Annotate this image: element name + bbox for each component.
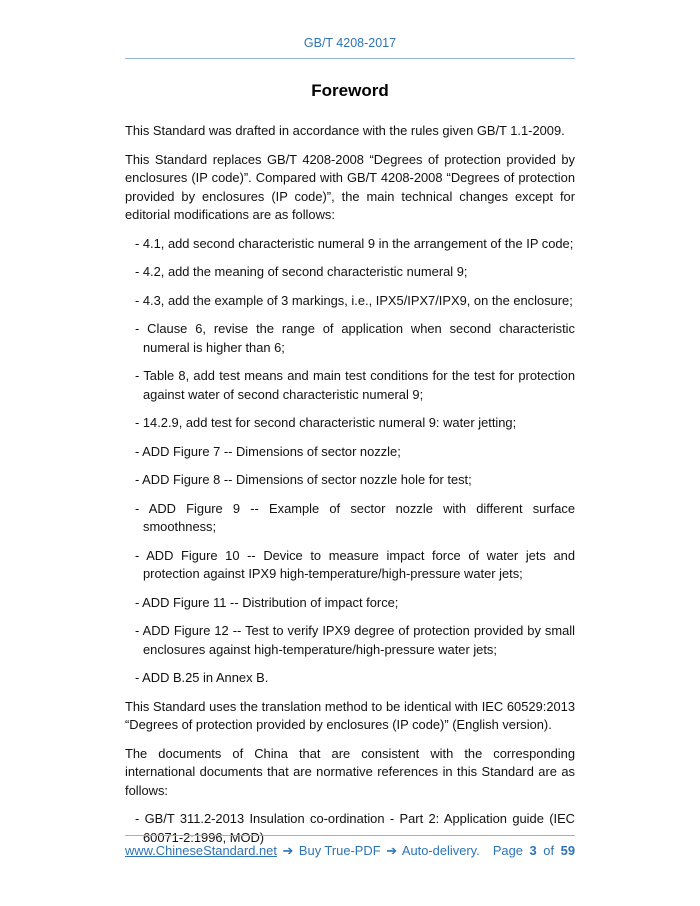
change-item: - 4.3, add the example of 3 markings, i.e., IPX5/IPX7/IPX9, on the enclosure; <box>135 292 573 308</box>
page-indicator <box>493 843 575 859</box>
paragraph-documents: The documents of China that are consistent with the corresponding international documents that are normative references in this Standard are as follows: <box>125 745 575 798</box>
page-footer <box>125 835 575 859</box>
reference-item: - GB/T 311.2-2013 Insulation co-ordination - Part 2: Application guide (IEC 60071-2:1996, MOD) <box>135 811 575 845</box>
arrow-icon: ➔ <box>386 843 397 858</box>
header-doc-number: GB/T 4208-2017 <box>125 0 575 59</box>
change-item: - Table 8, add test means and main test conditions for the test for protection against water of second characteristic numeral 9; <box>135 368 575 402</box>
page-current: 3 <box>529 843 537 858</box>
change-item: - ADD Figure 11 -- Distribution of impact force; <box>135 594 399 610</box>
page-content <box>125 60 575 847</box>
change-item: - 4.2, add the meaning of second characteristic numeral 9; <box>135 264 468 279</box>
paragraph-translation: This Standard uses the translation method to be identical with IEC 60529:2013 “Degrees of protection provided by enclosures (IP code)” (English version). <box>125 698 575 732</box>
changes-list <box>125 235 575 688</box>
change-item: - 4.1, add second characteristic numeral 9 in the arrangement of the IP code; <box>135 235 574 251</box>
change-item: - ADD Figure 10 -- Device to measure impact force of water jets and protection against IPX9 high-temperature/high-pressure water jets; <box>135 547 575 581</box>
footer-delivery-text: Auto-delivery. <box>401 843 480 858</box>
page-label: Page <box>492 843 523 858</box>
paragraph-replaces: This Standard replaces GB/T 4208-2008 “Degrees of protection provided by enclosures (IP code)”. Compared with GB/T 4208-2008 “Degrees of protection provided by enclosures (IP code)”, the main technical changes except for editorial modifications are as follows: <box>125 151 575 222</box>
page-total: 59 <box>560 843 575 858</box>
change-item: - Clause 6, revise the range of application when second characteristic numeral is higher than 6; <box>135 321 575 355</box>
footer-promo <box>125 843 480 859</box>
page-header <box>125 0 575 59</box>
page-title: Foreword <box>311 81 389 100</box>
page-of-label: of <box>543 843 555 858</box>
change-item: - 14.2.9, add test for second characteristic numeral 9: water jetting; <box>135 415 517 430</box>
arrow-icon: ➔ <box>282 843 294 858</box>
change-item: - ADD Figure 9 -- Example of sector nozzle with different surface smoothness; <box>135 500 575 534</box>
change-item: - ADD B.25 in Annex B. <box>135 670 269 685</box>
footer-buy-text: Buy True-PDF <box>298 843 381 858</box>
change-item: - ADD Figure 12 -- Test to verify IPX9 degree of protection provided by small enclosures against high-temperature/high-pressure water jets; <box>135 623 575 657</box>
footer-link[interactable]: www.ChineseStandard.net <box>125 843 277 858</box>
paragraph-drafted: This Standard was drafted in accordance with the rules given GB/T 1.1-2009. <box>125 123 565 138</box>
change-item: - ADD Figure 7 -- Dimensions of sector nozzle; <box>135 443 401 459</box>
change-item: - ADD Figure 8 -- Dimensions of sector nozzle hole for test; <box>135 472 472 487</box>
